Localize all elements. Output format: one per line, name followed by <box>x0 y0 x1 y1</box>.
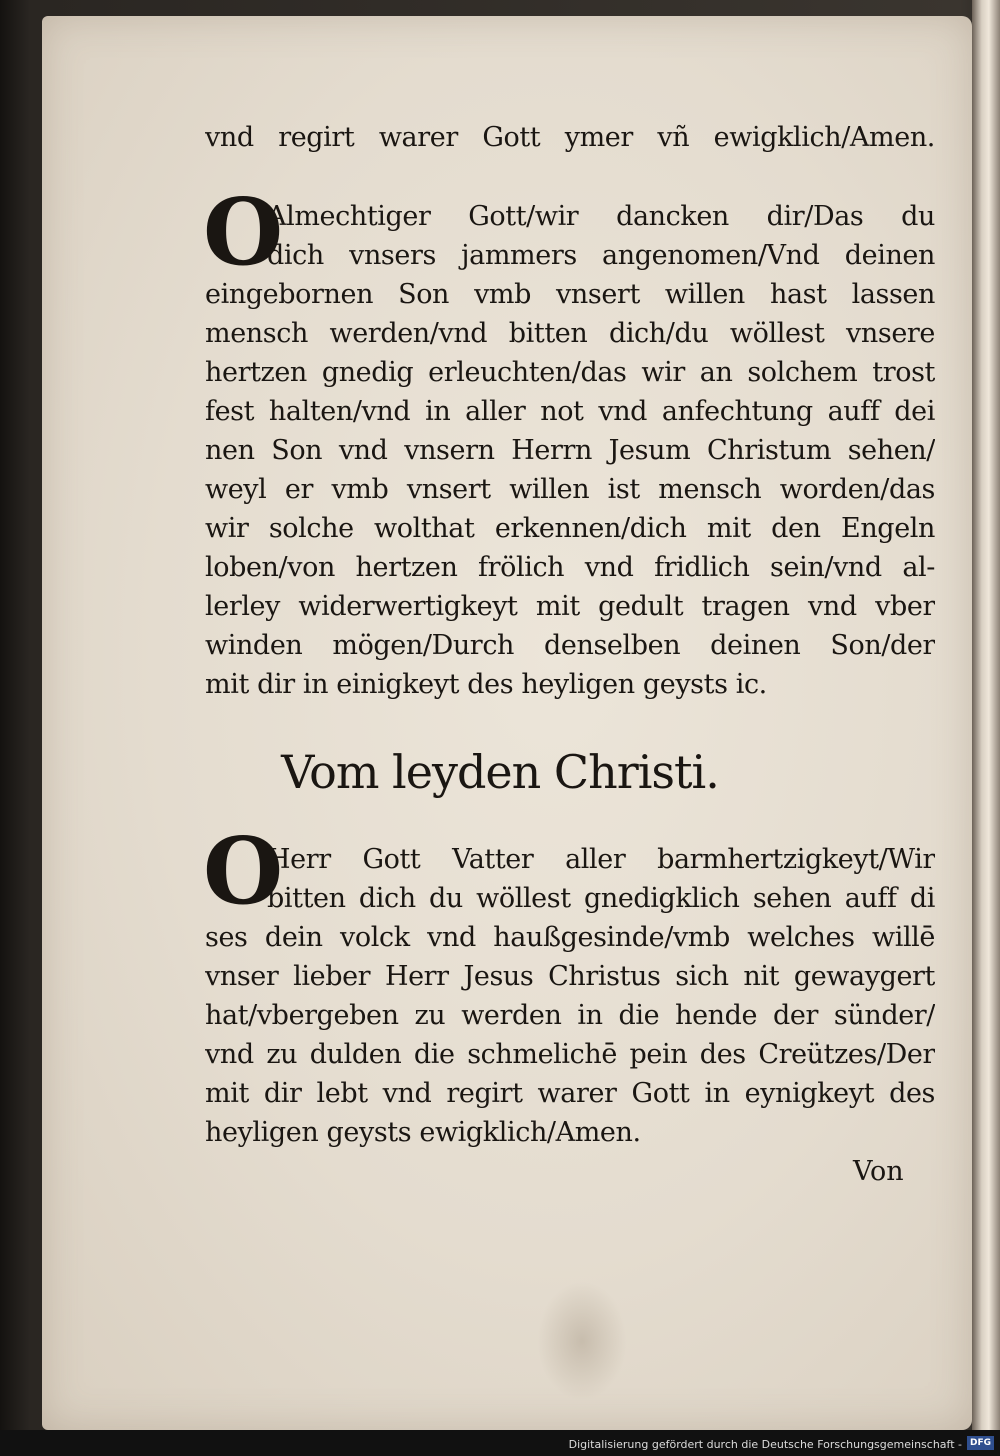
text-line: mit dir in einigkeyt des heyligen geysts ic. <box>205 669 767 700</box>
prayer-paragraph-2 <box>205 840 935 1152</box>
text-line: vnser lieber Herr Jesus Christus sich nit gewaygert <box>205 961 935 992</box>
text-line: dich vnsers jammers angenomen/Vnd deinen <box>267 240 935 271</box>
text-line: eingebornen Son vmb vnsert willen hast lassen <box>205 279 935 310</box>
dfg-logo-icon: DFG <box>967 1436 994 1450</box>
text-line: mensch werden/vnd bitten dich/du wöllest vnsere <box>205 318 935 349</box>
text-line: hertzen gnedig erleuchten/das wir an solchem trost <box>205 357 935 388</box>
text-line: heyligen geysts ewigklich/Amen. <box>205 1117 641 1148</box>
text-line: mit dir lebt vnd regirt warer Gott in eynigkeyt des <box>205 1078 935 1109</box>
text-line: wir solche wolthat erkennen/dich mit den Engeln <box>205 513 935 544</box>
text-line: Herr Gott Vatter aller barmhertzigkeyt/Wir <box>267 844 935 875</box>
initial-letter: O <box>203 178 284 286</box>
initial-letter: O <box>203 817 284 925</box>
text-line: nen Son vnd vnsern Herrn Jesum Christum sehen/ <box>205 435 935 466</box>
first-line <box>205 118 935 157</box>
section-heading: Vom leyden Christi. <box>281 745 719 799</box>
funding-notice: Digitalisierung gefördert durch die Deutsche Forschungsgemeinschaft - <box>568 1438 962 1451</box>
text-line: lerley widerwertigkeyt mit gedult tragen vnd vber <box>205 591 935 622</box>
text-line: Almechtiger Gott/wir dancken dir/Das du <box>267 201 935 232</box>
text-line: loben/von hertzen frölich vnd fridlich sein/vnd al- <box>205 552 935 583</box>
text-line: vnd zu dulden die schmelichē pein des Creützes/Der <box>205 1039 935 1070</box>
text-line: hat/vbergeben zu werden in die hende der sünder/ <box>205 1000 935 1031</box>
page-edge <box>972 0 1000 1430</box>
text-line: winden mögen/Durch denselben deinen Son/der <box>205 630 935 661</box>
prayer-paragraph-1 <box>205 197 935 704</box>
paper-stain <box>537 1281 627 1401</box>
text-line: fest halten/vnd in aller not vnd anfechtung auff dei <box>205 396 935 427</box>
catchword: Von <box>853 1156 904 1187</box>
text-line: bitten dich du wöllest gnedigklich sehen auff di <box>267 883 935 914</box>
text-line: ses dein volck vnd haußgesinde/vmb welches willē <box>205 922 935 953</box>
text-line: weyl er vmb vnsert willen ist mensch worden/das <box>205 474 935 505</box>
text-line: vnd regirt warer Gott ymer vñ ewigklich/Amen. <box>205 122 935 153</box>
footer-bar <box>0 1430 1000 1456</box>
